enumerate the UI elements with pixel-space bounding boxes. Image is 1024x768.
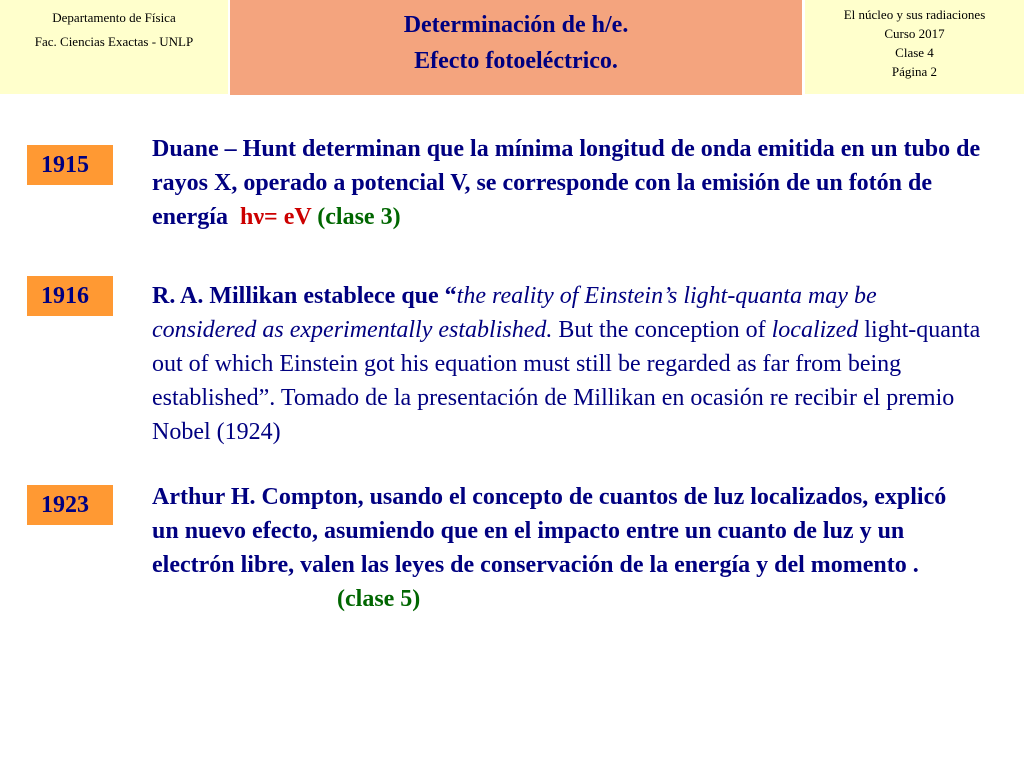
millikan-quote-part-2: But the conception of [552,317,772,343]
entry-1916 [152,279,982,449]
formula-h-nu-ev: hν= eV [239,204,312,230]
header-course-box [805,0,1024,94]
entry-1923 [152,480,972,616]
course-name: El núcleo y sus radiaciones [843,7,986,22]
department-name: Departamento de Física [52,10,176,25]
class-reference-3: (clase 3) [317,204,401,230]
year-badge-1915: 1915 [27,145,113,185]
millikan-quote-localized: localized [771,317,859,343]
faculty-name: Fac. Ciencias Exactas - UNLP [34,34,194,49]
year-badge-1916: 1916 [27,276,113,316]
millikan-quote-part-1: the reality of Einstein’s light-quanta may be considered as experimentally established. [152,283,877,343]
entry-1923-text: Arthur H. Compton, usando el concepto de cuantos de luz localizados, explicó un nuevo efecto, asumiendo que en el impacto entre un cuanto de luz y un electrón libre, valen las leyes de conservación de la energía y del momento . [152,484,947,578]
millikan-quote-part-3: light-quanta out of which Einstein got his equation must still be regarded as far from being established”. Tomado de la presentación de Millikan en ocasión re recibir el premio Nobel (1924) [152,317,981,445]
entry-1915-text: Duane – Hunt determinan que la mínima longitud de onda emitida en un tubo de rayos X, operado a potencial V, se corresponde con la emisión de un fotón de energía [152,136,981,230]
entry-1916-intro: R. A. Millikan establece que “ [152,283,457,309]
header-department-box [0,0,228,94]
header-title-box [230,0,802,95]
class-reference-5: (clase 5) [337,586,421,612]
slide-subtitle: Efecto fotoeléctrico. [414,48,618,74]
course-year: Curso 2017 [884,26,945,41]
year-badge-1923: 1923 [27,485,113,525]
entry-1915 [152,132,982,234]
slide-title: Determinación de h/e. [403,12,629,38]
class-number: Clase 4 [895,45,934,60]
page-number: Página 2 [891,64,938,79]
